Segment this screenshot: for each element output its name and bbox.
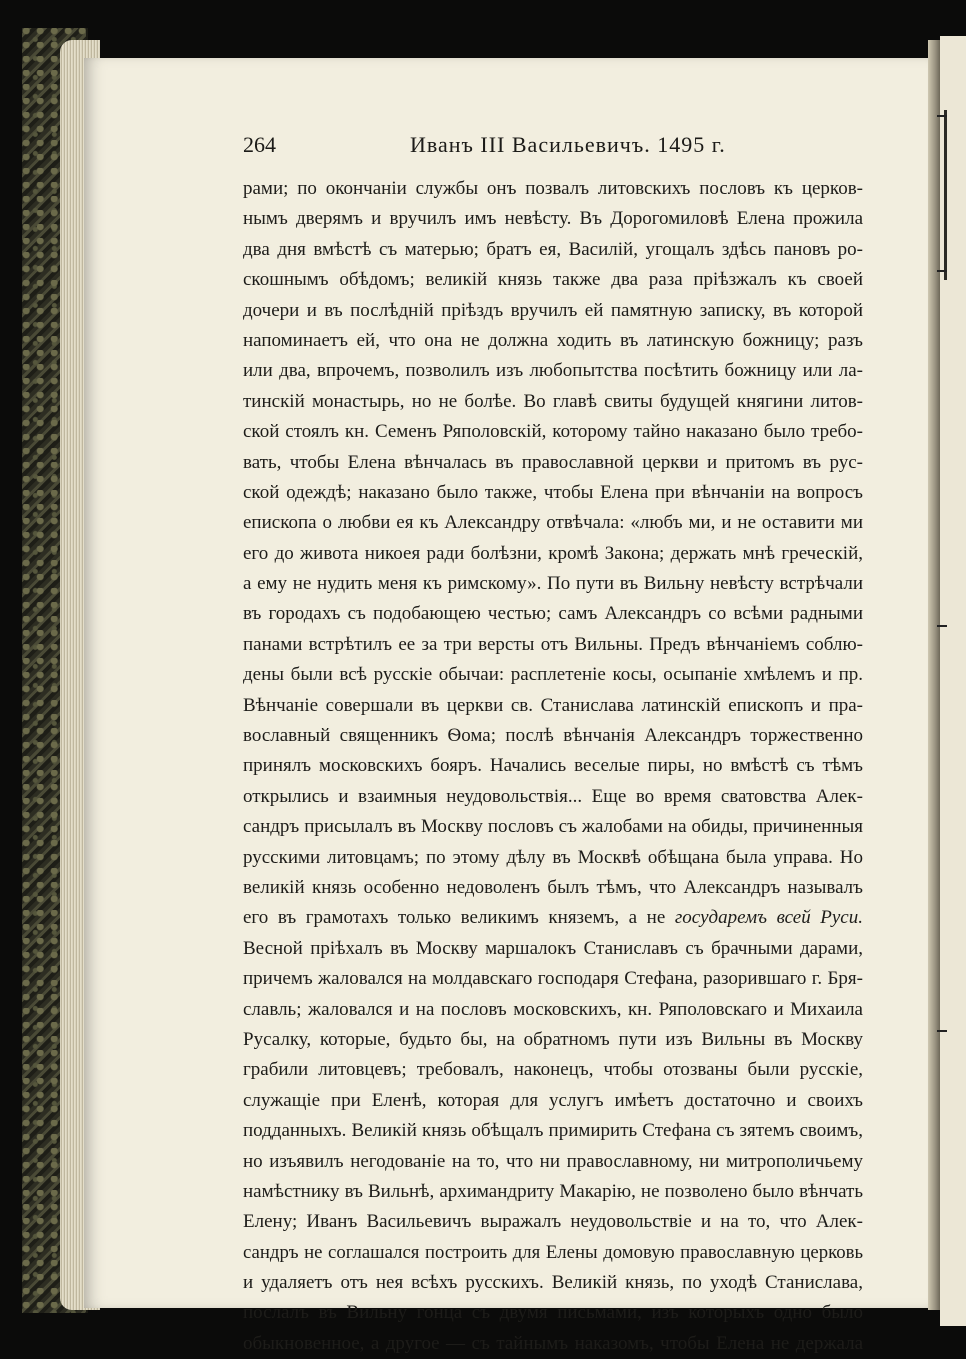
text-line: принялъ московскихъ бояръ. Начались веселые пиры, но вмѣстѣ съ тѣмъ [243, 755, 863, 777]
text-line: а ему не нудить меня къ римскому». По пути въ Вильну невѣсту встрѣчали [243, 573, 863, 595]
text-line: славль; жаловался и на пословъ московскихъ, кн. Ряполовскаго и Михаила [243, 998, 863, 1020]
text-line: напоминаетъ ей, что она не должна ходить въ латинскую божницу; разъ [243, 329, 863, 351]
text-line: епископа о любви ея къ Александру отвѣчала: «любъ ми, и не оставити ми [243, 512, 863, 534]
text-line: въ городахъ съ подобающею честью; самъ Александръ со всѣми радными [243, 603, 863, 625]
text-line: послалъ въ Вильну гонца съ двумя письмами, изъ которыхъ одно было [243, 1302, 863, 1324]
text-line: сандръ не соглашался построить для Елены домовую православную церковь [243, 1241, 863, 1263]
page-marker-tick [937, 115, 947, 117]
text-line: вать, чтобы Елена вѣнчалась въ православной церкви и притомъ въ рус- [243, 451, 863, 473]
text-line: Вѣнчаніе совершали въ церкви св. Станислава латинскій епископъ и пра- [243, 694, 863, 716]
text-line: и удаляетъ отъ нея всѣхъ русскихъ. Великій князь, по уходѣ Станислава, [243, 1272, 863, 1294]
text-line-with-italic [243, 903, 863, 933]
page-marker-tick [937, 625, 947, 627]
text-line: тинскій монастырь, но не болѣе. Во главѣ свиты будущей княгини литов- [243, 390, 863, 412]
italic-phrase: государемъ всей Руси. [674, 907, 863, 929]
text-line: служащіе при Еленѣ, которая для услугъ имѣетъ достаточно и своихъ [243, 1089, 863, 1111]
text-line: два дня вмѣстѣ съ матерью; братъ ея, Василій, угощалъ здѣсь пановъ ро- [243, 238, 863, 260]
page-number: 264 [243, 132, 276, 157]
text-line: ской стоялъ кн. Семенъ Ряполовскій, которому тайно наказано было требо- [243, 421, 863, 443]
text-line: обыкновенное, а другое — съ тайнымъ наказомъ, чтобы Елена не держала [243, 1332, 863, 1354]
text-line: подданныхъ. Великій князь обѣщалъ примирить Стефана съ зятемъ своимъ, [243, 1120, 863, 1142]
body-text [243, 174, 863, 1359]
page-marker-tick [937, 270, 947, 272]
text-line: вославный священникъ Ѳома; послѣ вѣнчанія Александръ торжественно [243, 725, 863, 747]
bookmark-ribbon [944, 110, 947, 280]
text-line: русскими литовцамъ; по этому дѣлу въ Москвѣ обѣщана была управа. Но [243, 846, 863, 868]
text-line: Елену; Иванъ Васильевичъ выражалъ неудовольствіе и на то, что Алек- [243, 1211, 863, 1233]
text-line: его до живота никоея ради болѣзни, кромѣ Закона; держать мнѣ греческій, [243, 542, 863, 564]
text-line: намѣстнику въ Вильнѣ, архимандриту Макарію, не позволено было вѣнчать [243, 1180, 863, 1202]
running-head: Иванъ III Васильевичъ. 1495 г. [410, 132, 726, 157]
text-line: причемъ жаловался на молдавскаго господаря Стефана, разорившаго г. Бря- [243, 968, 863, 990]
text-line: но изъявилъ негодованіе на то, что ни православному, ни митрополичьему [243, 1150, 863, 1172]
text-line: сандръ присылалъ въ Москву пословъ съ жалобами на обиды, причиненныя [243, 816, 863, 838]
text-line: панами встрѣтилъ ее за три версты отъ Вильны. Предъ вѣнчаніемъ соблю- [243, 633, 863, 655]
text-line: или два, впрочемъ, позволилъ изъ любопытства посѣтить божницу или ла- [243, 360, 863, 382]
book-gutter [928, 40, 940, 1310]
text-line: грабили литовцевъ; требовалъ, наконецъ, чтобы отозваны были русскіе, [243, 1059, 863, 1081]
text-line: рами; по окончаніи службы онъ позвалъ литовскихъ пословъ къ церков- [243, 178, 863, 199]
text-line: великій князь особенно недоволенъ былъ тѣмъ, что Александръ называлъ [243, 876, 863, 898]
text-line: дены были всѣ русскіе обычаи: расплетеніе косы, осыпаніе хмѣлемъ и пр. [243, 664, 863, 686]
text-segment: его въ грамотахъ только великимъ княземъ, а не [243, 907, 675, 929]
text-line: Весной пріѣхалъ въ Москву маршалокъ Станиславъ съ брачными дарами, [243, 937, 863, 959]
page-marker-tick [937, 1030, 947, 1032]
text-line: скошнымъ обѣдомъ; великій князь также два раза пріѣзжалъ къ своей [243, 269, 863, 291]
text-line: Русалку, которые, будьто бы, на обратномъ пути изъ Вильны въ Москву [243, 1028, 863, 1050]
text-line: открылись и взаимныя неудовольствія... Еще во время сватовства Алек- [243, 785, 863, 807]
text-line: дочери и въ послѣдній пріѣздъ вручилъ ей памятную записку, въ которой [243, 299, 863, 321]
text-line: ской одеждѣ; наказано было также, чтобы Елена при вѣнчаніи на вопросъ [243, 481, 863, 503]
text-line: нымъ дверямъ и вручилъ имъ невѣсту. Въ Дорогомиловѣ Елена прожила [243, 208, 863, 230]
